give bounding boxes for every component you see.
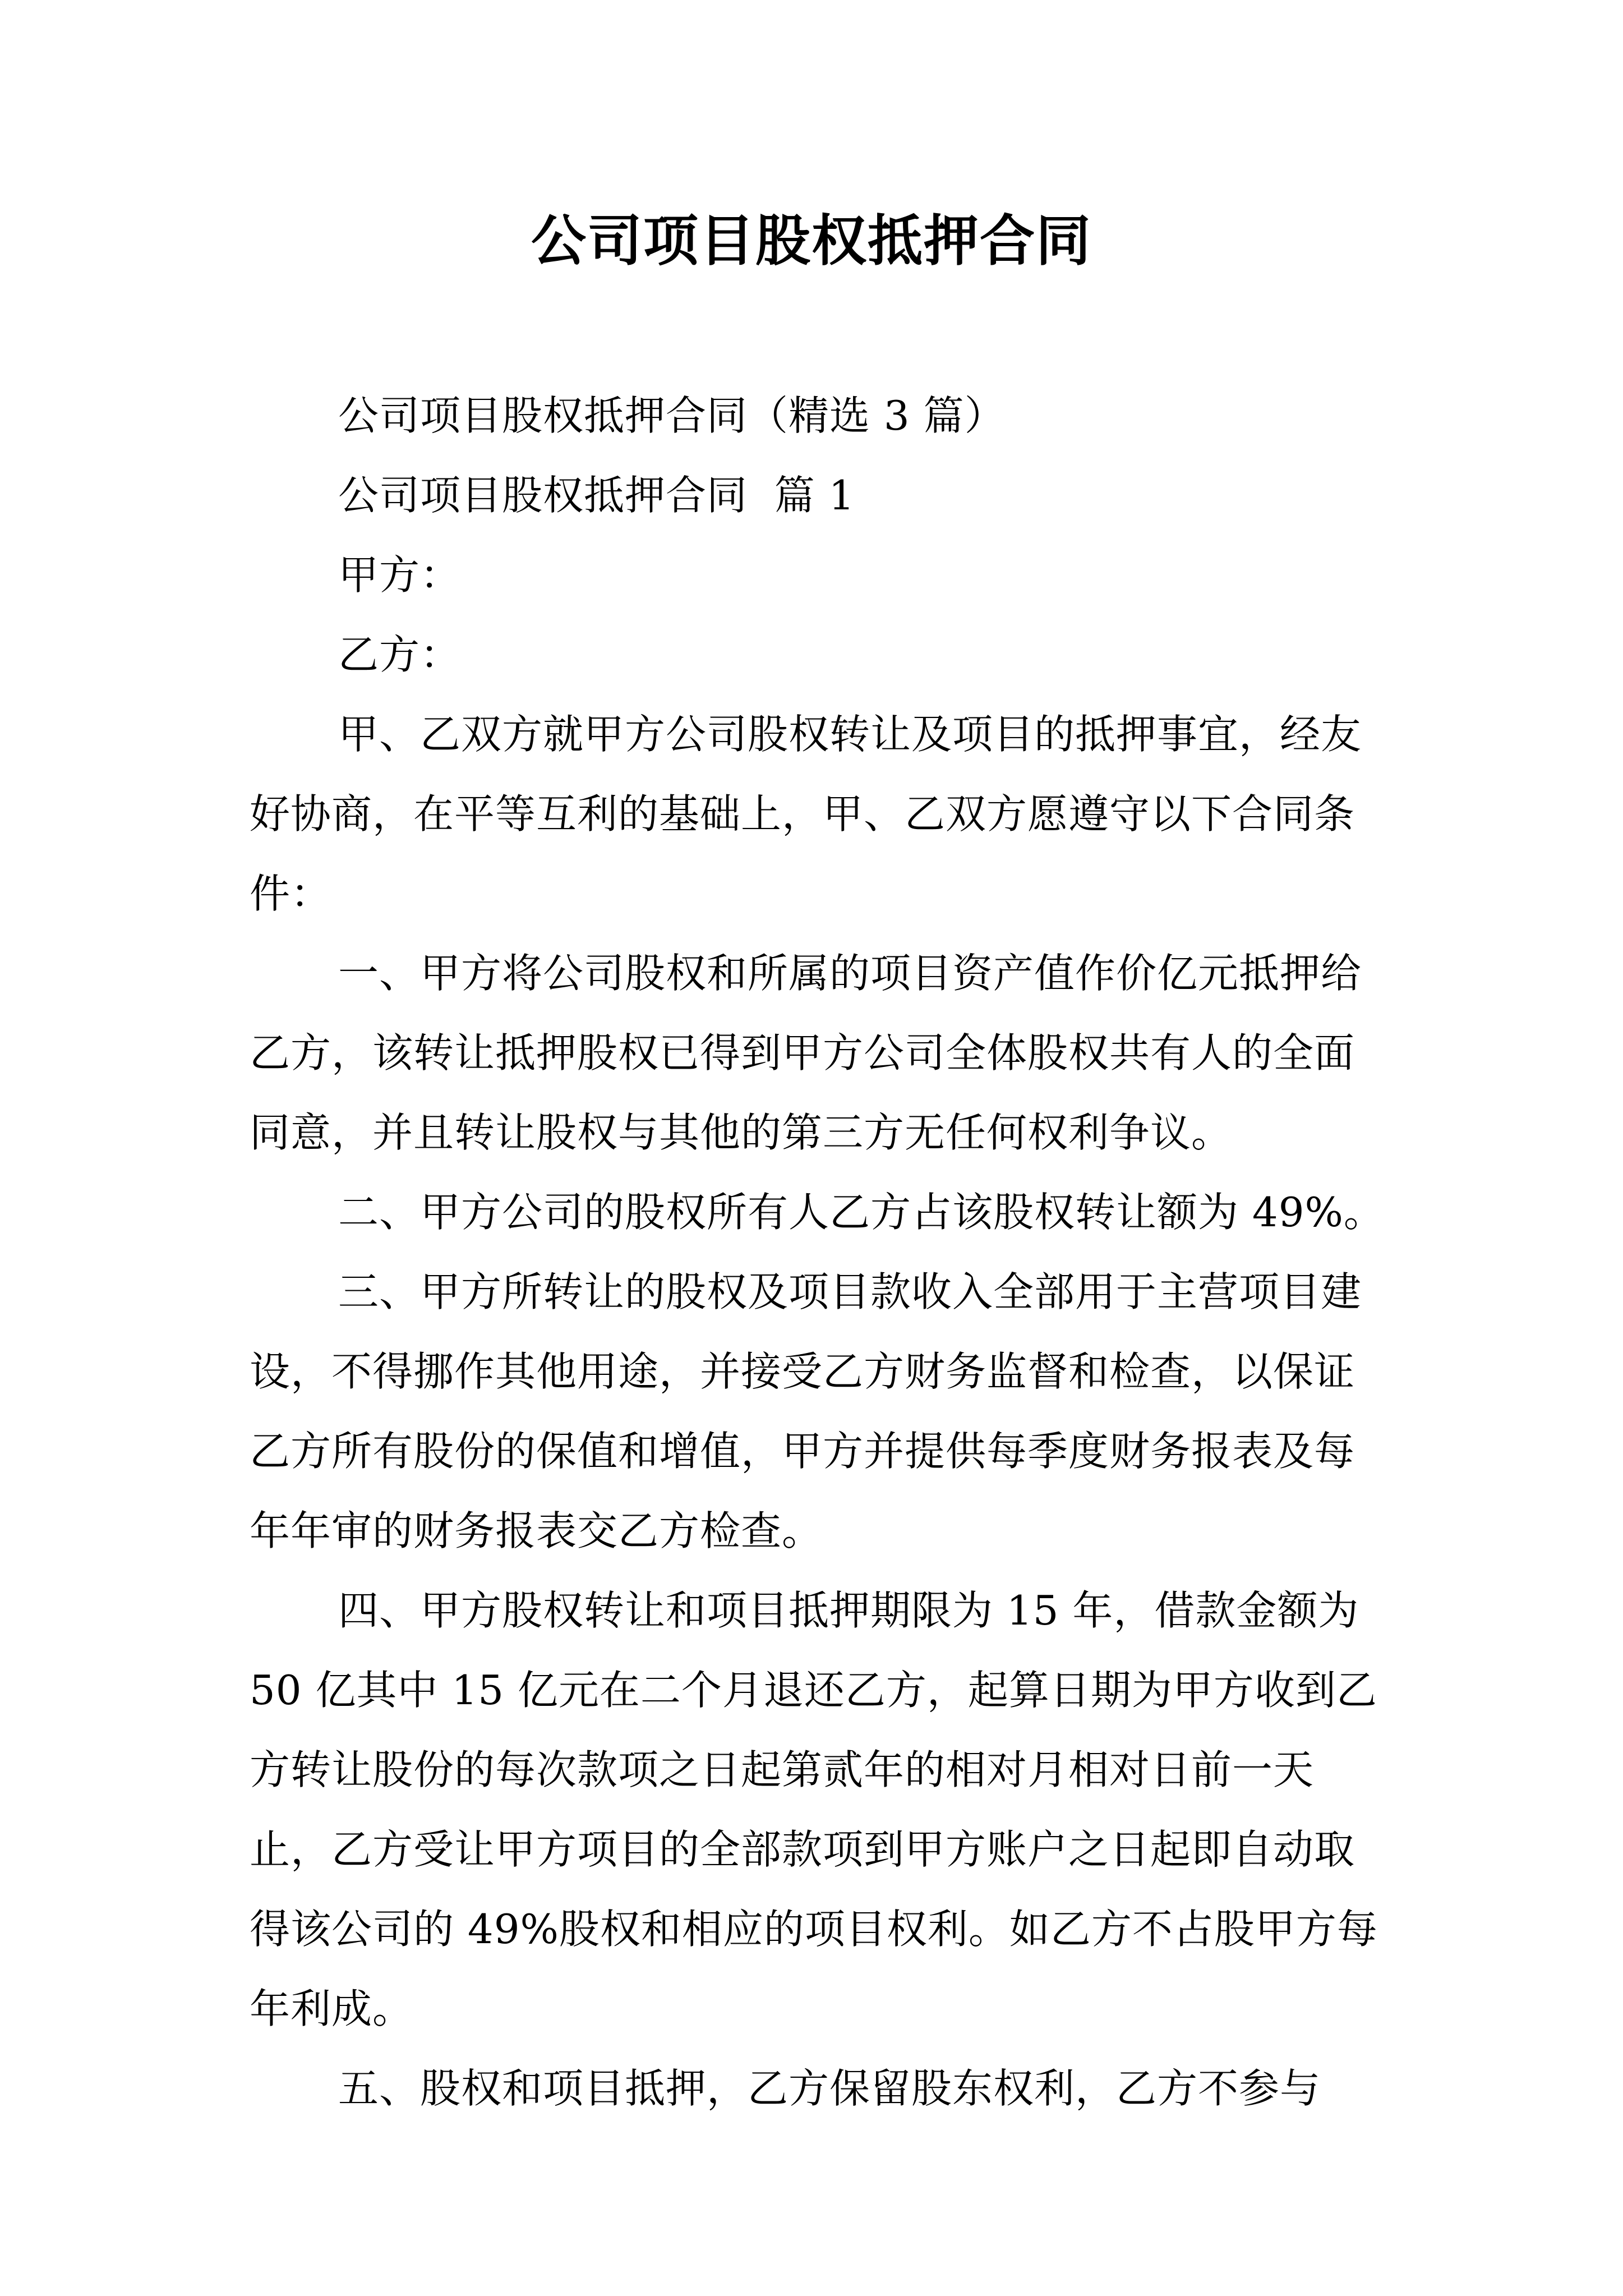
- paragraph-clause-2: 二、甲方公司的股权所有人乙方占该股权转让额为 49%。: [338, 1189, 1385, 1236]
- paragraph-preamble: 甲、乙双方就甲方公司股权转让及项目的抵押事宜，经友好协商，在平等互利的基础上，甲、乙双方愿遵守以下合同条件：: [250, 711, 1362, 917]
- document-title: 公司项目股权抵押合同: [531, 209, 1092, 273]
- paragraph-clause-1: 一、甲方将公司股权和所属的项目资产值作价亿元抵押给乙方，该转让抵押股权已得到甲方公司全体股权共有人的全面同意，并且转让股权与其他的第三方无任何权利争议。: [250, 950, 1362, 1156]
- paragraph-clause-4: 四、甲方股权转让和项目抵押期限为 15 年，借款金额为 50 亿其中 15 亿元在二个月退还乙方，起算日期为甲方收到乙方转让股份的每次款项之日起第贰年的相对月相对日前一天止，乙方受让甲方项目的全部款项到甲方账户之日起即自动取得该公司的 49%股权和相应的项目权利。如乙方不占股甲方每年利成。: [250, 1587, 1378, 2032]
- paragraph-clause-3: 三、甲方所转让的股权及项目款收入全部用于主营项目建设，不得挪作其他用途，并接受乙方财务监督和检查，以保证乙方所有股份的保值和增值，甲方并提供每季度财务报表及每年年审的财务报表交乙方检查。: [250, 1268, 1362, 1554]
- paragraph-subtitle: 公司项目股权抵押合同（精选 3 篇）: [338, 392, 1006, 439]
- paragraph-clause-5: 五、股权和项目抵押，乙方保留股东权利，乙方不参与: [338, 2065, 1321, 2112]
- paragraph-section-heading: 公司项目股权抵押合同 篇 1: [338, 472, 855, 519]
- paragraph-party-b: 乙方：: [338, 631, 462, 678]
- document-body: [250, 376, 1394, 2128]
- paragraph-party-a: 甲方：: [338, 551, 462, 599]
